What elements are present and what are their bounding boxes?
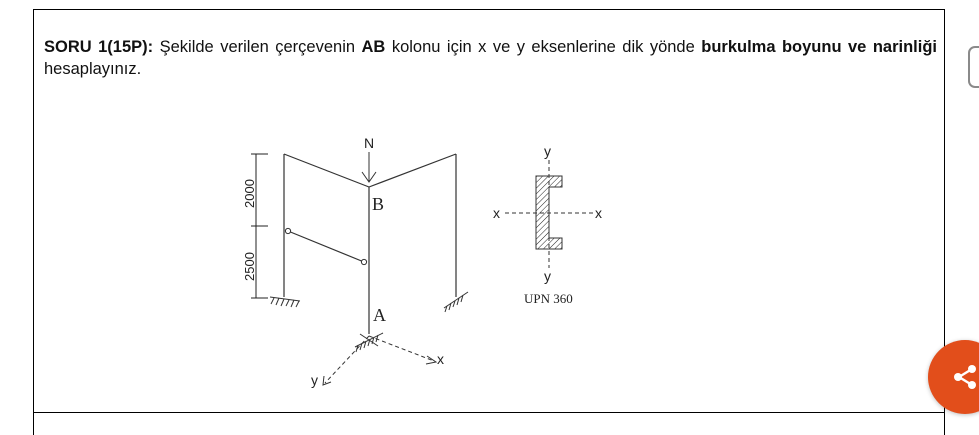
dimension-lower: 2500 (242, 252, 257, 281)
support-a (355, 333, 383, 352)
question-label: SORU 1(15P): (44, 38, 154, 56)
hinge-right (361, 259, 366, 264)
column-name: AB (361, 38, 386, 56)
share-icon (950, 362, 979, 392)
axis-x-label: x (437, 351, 444, 367)
question-emphasis: burkulma boyunu ve narinliği (701, 38, 937, 56)
global-axes (325, 336, 434, 383)
y-axis-line (325, 336, 369, 383)
axis-y-label: y (311, 372, 318, 388)
load-label: N (364, 135, 375, 151)
question-text-part-2: kolonu için x ve y eksenlerine dik yönde (385, 38, 702, 56)
profile-name: UPN 360 (524, 291, 573, 306)
hinge-left (285, 228, 290, 233)
dimension-upper: 2000 (242, 179, 257, 208)
axis-arrows (323, 356, 436, 385)
point-b-label: B (372, 194, 385, 214)
section-y-top: y (544, 143, 551, 159)
section-y-bottom: y (544, 268, 551, 284)
upn-section (505, 160, 593, 268)
load-arrow (362, 152, 376, 182)
point-a-label: A (373, 305, 386, 325)
section-x-left: x (493, 205, 500, 221)
left-beam (284, 154, 369, 187)
right-beam (369, 154, 456, 187)
question-text-part-1: Şekilde verilen çerçevenin (153, 38, 362, 56)
x-axis-line (369, 336, 434, 361)
brace-link (288, 231, 364, 262)
section-x-right: x (595, 205, 602, 221)
side-tab[interactable] (968, 46, 979, 88)
support-left (270, 297, 300, 307)
question-text-part-3: hesaplayınız. (44, 60, 142, 78)
